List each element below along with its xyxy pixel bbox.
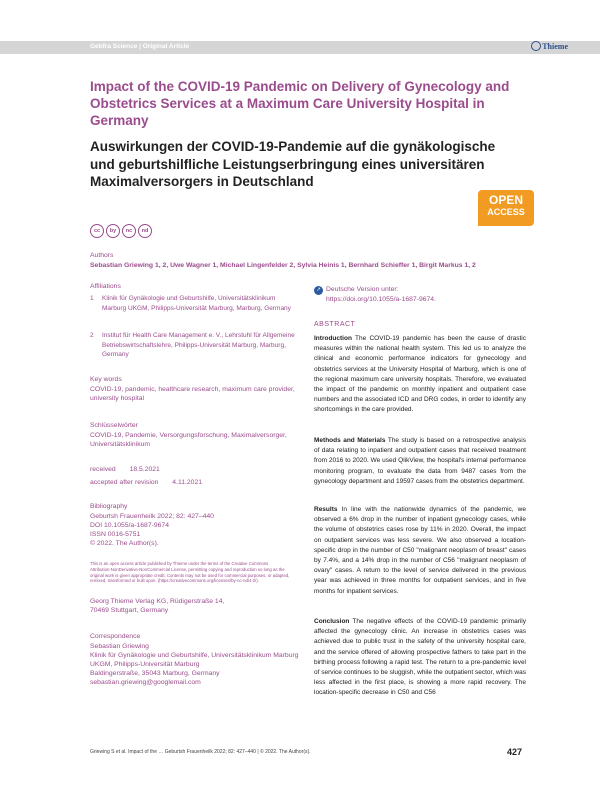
abstract-section-text: The study is based on a retrospective analysis of data relating to inpatient and outpatient cases that received treatment from 2016 to 2020. We used QlikView, the hospital's internal performance monitoring program, to evaluate the data from 9487 cases from the gynecology department and 19597 cases from the obstetrics department. — [314, 437, 526, 485]
page-number: 427 — [507, 747, 523, 757]
schluesselwoerter-text: COVID-19, Pandemie, Versorgungsforschung, Maximalversorger, Universitätsklinikum — [90, 432, 287, 448]
affiliation-text: Klinik für Gynäkologie und Geburtshilfe, Universitätsklinikum Marburg UKGM, Philipps-Universität Marburg, Marburg, Germany — [102, 295, 291, 312]
accepted-line — [90, 479, 202, 486]
correspondence-section — [90, 633, 300, 687]
nc-icon: nc — [122, 224, 136, 238]
abstract-methods — [314, 436, 526, 487]
schluesselwoerter-section — [90, 422, 300, 449]
affiliations-heading: Affiliations — [90, 283, 121, 290]
received-line — [90, 466, 160, 473]
keywords-text: COVID-19, pandemic, healthcare research, maximum care provider, university hospital — [90, 386, 295, 402]
author-list: Sebastian Griewing 1, 2, Uwe Wagner 1, Michael Lingenfelder 2, Sylvia Heinis 1, Bernhard Schieffer 1, Birgit Markus 1, 2 — [90, 262, 476, 269]
open-access-line2: ACCESS — [487, 207, 525, 217]
correspondence-heading: Correspondence — [90, 633, 141, 640]
abstract-results — [314, 505, 526, 597]
abstract-section-head: Introduction — [314, 335, 352, 342]
publisher-logo-text: Thieme — [542, 42, 568, 51]
received-date: 18.5.2021 — [129, 466, 160, 473]
open-access-line1: OPEN — [488, 193, 523, 207]
bibliography-section — [90, 503, 300, 548]
bibliography-line: ISSN 0016-5751 — [90, 531, 141, 538]
license-icons[interactable] — [90, 224, 152, 238]
german-version-label: Deutsche Version unter: — [326, 286, 399, 293]
abstract-conclusion — [314, 617, 526, 699]
link-icon: ↗ — [314, 286, 323, 295]
abstract-heading: ABSTRACT — [314, 321, 356, 328]
open-access-badge — [478, 190, 534, 226]
abstract-section-text: In line with the nationwide dynamics of the pandemic, we observed a 6% drop in the number of inpatient gynecology cases, while the volume of obstetrics cases rose by 11% in 2020. Overall, the impact on outpatient services was less severe. We also observed a location-specific drop in the number of C50 "malignant neoplasm of breast" cases by 7.4%, and a 14% drop in the number of C56 "malignant neoplasm of ovary" cases. A return to the level of service delivered in the previous year was achieved in three months for outpatient services, and in five months for inpatient services. — [314, 506, 526, 595]
abstract-section-head: Results — [314, 506, 338, 513]
keywords-heading: Key words — [90, 376, 122, 383]
abstract-section-head: Methods and Materials — [314, 437, 386, 444]
publisher-address — [90, 597, 300, 615]
bibliography-heading: Bibliography — [90, 503, 128, 510]
article-title-german: Auswirkungen der COVID-19-Pandemie auf die gynäkologische und geburtshilfliche Leistungserbringung eines universitären Maximalversorgers in Deutschland — [90, 139, 496, 189]
abstract-introduction — [314, 334, 526, 416]
journal-header-bar — [0, 41, 600, 54]
publisher-line: 70469 Stuttgart, Germany — [90, 607, 169, 614]
article-title-english: Impact of the COVID-19 Pandemic on Delivery of Gynecology and Obstetrics Services at a Maximum Care University Hospital in Germany — [90, 79, 510, 128]
correspondence-email[interactable]: sebastian.griewing@googlemail.com — [90, 679, 201, 686]
journal-section-label: Gebfra Science | Original Article — [90, 43, 190, 50]
accepted-label: accepted after revision — [90, 479, 159, 486]
affiliation-number: 2 — [90, 332, 94, 339]
abstract-section-text: The COVID-19 pandemic has been the cause of drastic measures within the national health system. This led us to analyze the clinical and economic performance indicators for gynecology and obstetrics services at the University Hospital of Marburg, which is one of the regional maximum care university hospitals. Therefore, we evaluated the impact of the pandemic on monthly inpatient and outpatient case numbers and the associated ICD and DRG codes, in order to identify any shortcomings in the care provided. — [314, 335, 526, 414]
publisher-line: Georg Thieme Verlag KG, Rüdigerstraße 14, — [90, 598, 225, 605]
abstract-section-head: Conclusion — [314, 618, 350, 625]
correspondence-line: Klinik für Gynäkologie und Geburtshilfe, Universitätsklinikum Marburg UKGM, Philipps-Universität Marburg — [90, 652, 299, 668]
thieme-logo-icon — [531, 41, 541, 51]
nd-icon: nd — [138, 224, 152, 238]
accepted-date: 4.11.2021 — [172, 479, 203, 486]
abstract-section-text: The negative effects of the COVID-19 pandemic primarily affected the gynecology clinic. An increase in obstetrics cases was achieved due to public trust in the safety of the university hospital care, and the service offered of allowing prospective fathers to take part in the birthing process following a rapid test. The return to a pre-pandemic level of service continues to be sluggish, while the outpatient sector, which was less affected in the first place, is showing a more rapid recovery. The location-specific decrease in C50 and C56 — [314, 618, 526, 697]
cc-icon: cc — [90, 224, 104, 238]
page-footer: Griewing S et al. Impact of the … Geburtsh Frauenheilk 2022; 82: 427–440 | © 2022. The Author(s). — [90, 749, 311, 755]
bibliography-line: DOI 10.1055/a-1687-9674 — [90, 522, 169, 529]
by-icon: by — [106, 224, 120, 238]
correspondence-line: Baldingerstraße, 35043 Marburg, Germany — [90, 670, 220, 677]
german-version-doi-link[interactable]: https://doi.org/10.1055/a-1687-9674. — [326, 296, 436, 303]
bibliography-line: Geburtsh Frauenheilk 2022; 82: 427–440 — [90, 513, 214, 520]
affiliation-2 — [90, 331, 300, 360]
schluesselwoerter-heading: Schlüsselwörter — [90, 422, 138, 429]
bibliography-line: © 2022. The Author(s). — [90, 540, 159, 547]
german-version-note — [314, 285, 524, 305]
affiliation-text: Institut für Health Care Management e. V., Lehrstuhl für Allgemeine Betriebswirtschaftslehre, Philipps-Universität Marburg, Marburg, Germany — [102, 332, 295, 358]
authors-heading: Authors — [90, 252, 114, 259]
license-statement: This is an open access article published by Thieme under the terms of the Creative Commons Attribution-NonDerivative-NonCommercial License, permitting copying and reproduction so long as the original work is given appropriate credit. Contents may not be used for commercial purposes, or adapted, remixed, transformed or built upon. (https://creativecommons.org/licenses/by-nc-nd/4.0/). — [90, 561, 290, 584]
affiliation-number: 1 — [90, 295, 94, 302]
received-label: received — [90, 466, 116, 473]
correspondence-line: Sebastian Griewing — [90, 643, 149, 650]
affiliation-1 — [90, 294, 300, 313]
keywords-section — [90, 376, 300, 403]
publisher-logo — [531, 41, 568, 51]
